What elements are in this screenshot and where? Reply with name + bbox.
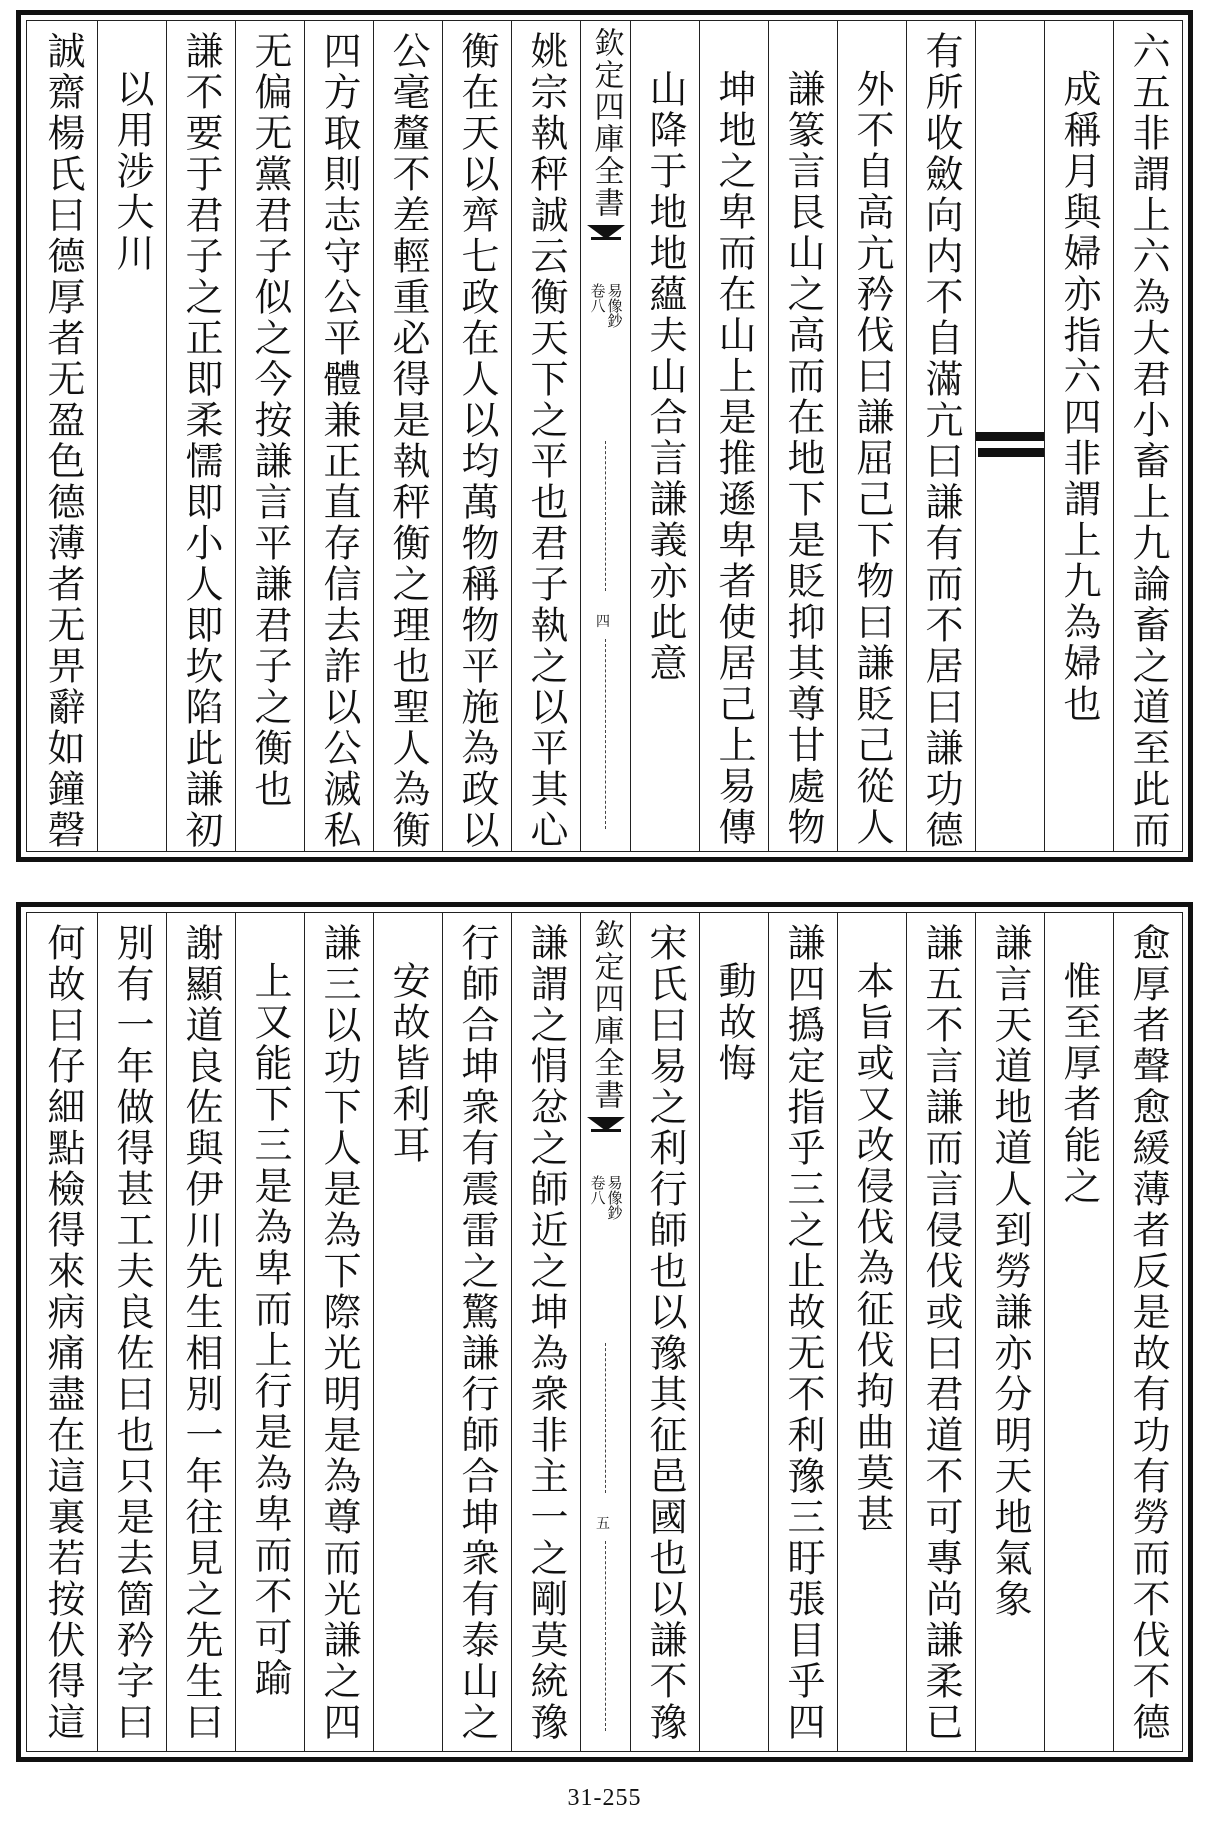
bottom-page-columns (26, 912, 1183, 1752)
book-title: 易像鈔 (605, 283, 624, 328)
leaf-number: 四 (596, 614, 610, 630)
text-column: 六五非謂上六為大君小畜上九論畜之道至此而 (1113, 21, 1182, 851)
text-column: 本旨或又改侵伐為征伐拘曲莫甚 (837, 913, 906, 1751)
text-column: 山降于地地蘊夫山合言謙義亦此意 (630, 21, 699, 851)
library-title: 欽定四庫全書 (588, 27, 624, 219)
center-fold (580, 21, 630, 851)
text-column: 別有一年做得甚工夫良佐曰也只是去箇矜字曰 (97, 913, 166, 1751)
text-column: 行師合坤衆有震雷之驚謙行師合坤衆有泰山之 (442, 913, 511, 1751)
text-column: 謙篆言艮山之高而在地下是貶抑其尊甘處物 (768, 21, 837, 851)
text-column: 有所收斂向内不自滿亢曰謙有而不居曰謙功德 (906, 21, 975, 851)
top-page (16, 10, 1193, 862)
text-column: 四方取則志守公平體兼正直存信去詐以公滅私 (304, 21, 373, 851)
qian-hexagram-icon (975, 432, 1044, 467)
bottom-page (16, 902, 1193, 1762)
text-column: 動故悔 (699, 913, 768, 1751)
fold-line (605, 1343, 606, 1493)
text-column: 成稱月與婦亦指六四非謂上九為婦也 (1044, 21, 1113, 851)
text-column: 謙五不言謙而言侵伐或曰君道不可專尚謙柔已 (906, 913, 975, 1751)
leaf-number: 五 (596, 1516, 610, 1532)
fish-tail-mark-icon (587, 225, 625, 253)
text-column: 謙不要于君子之正即柔懦即小人即坎陷此謙初 (166, 21, 235, 851)
text-column: 外不自高亢矜伐曰謙屈己下物曰謙貶己從人 (837, 21, 906, 851)
text-column: 安故皆利耳 (373, 913, 442, 1751)
text-column: 謙三以功下人是為下際光明是為尊而光謙之四 (304, 913, 373, 1751)
top-page-columns (26, 20, 1183, 852)
text-column: 何故曰仔細點檢得來病痛盡在這裏若按伏得這 (41, 923, 85, 1743)
text-column: 惟至厚者能之 (1044, 913, 1113, 1751)
center-fold (580, 913, 630, 1751)
text-column: 以用涉大川 (97, 21, 166, 851)
text-column: 姚宗執秤誠云衡天下之平也君子執之以平其心 (511, 21, 580, 851)
fold-line (605, 1541, 606, 1731)
fold-line (605, 639, 606, 829)
text-column: 愈厚者聲愈緩薄者反是故有功有勞而不伐不德 (1113, 913, 1182, 1751)
text-column: 謙四撝定指乎三之止故无不利豫三盱張目乎四 (768, 913, 837, 1751)
fish-tail-mark-icon (587, 1117, 625, 1145)
text-column: 上又能下三是為卑而上行是為卑而不可踰 (235, 913, 304, 1751)
text-column: 公毫釐不差輕重必得是執秤衡之理也聖人為衡 (373, 21, 442, 851)
text-column: 宋氏曰易之利行師也以豫其征邑國也以謙不豫 (630, 913, 699, 1751)
text-column: 坤地之卑而在山上是推遜卑者使居己上易傳 (699, 21, 768, 851)
text-column: 謝顯道良佐與伊川先生相別一年往見之先生曰 (166, 913, 235, 1751)
volume-label: 卷八 (588, 283, 607, 313)
text-column: 謙謂之悁忿之師近之坤為衆非主一之剛莫統豫 (511, 913, 580, 1751)
volume-label: 卷八 (588, 1175, 607, 1205)
text-column: 衡在天以齊七政在人以均萬物稱物平施為政以 (442, 21, 511, 851)
text-column: 无偏无黨君子似之今按謙言平謙君子之衡也 (235, 21, 304, 851)
library-title: 欽定四庫全書 (588, 919, 624, 1111)
page-code: 31-255 (567, 1785, 642, 1811)
hexagram-column (975, 21, 1044, 851)
text-column: 謙言天道地道人到勞謙亦分明天地氣象 (975, 913, 1044, 1751)
book-title: 易像鈔 (605, 1175, 624, 1220)
text-column: 誠齋楊氏曰德厚者无盈色德薄者无畀辭如鐘磬 (41, 31, 85, 851)
fold-line (605, 441, 606, 591)
